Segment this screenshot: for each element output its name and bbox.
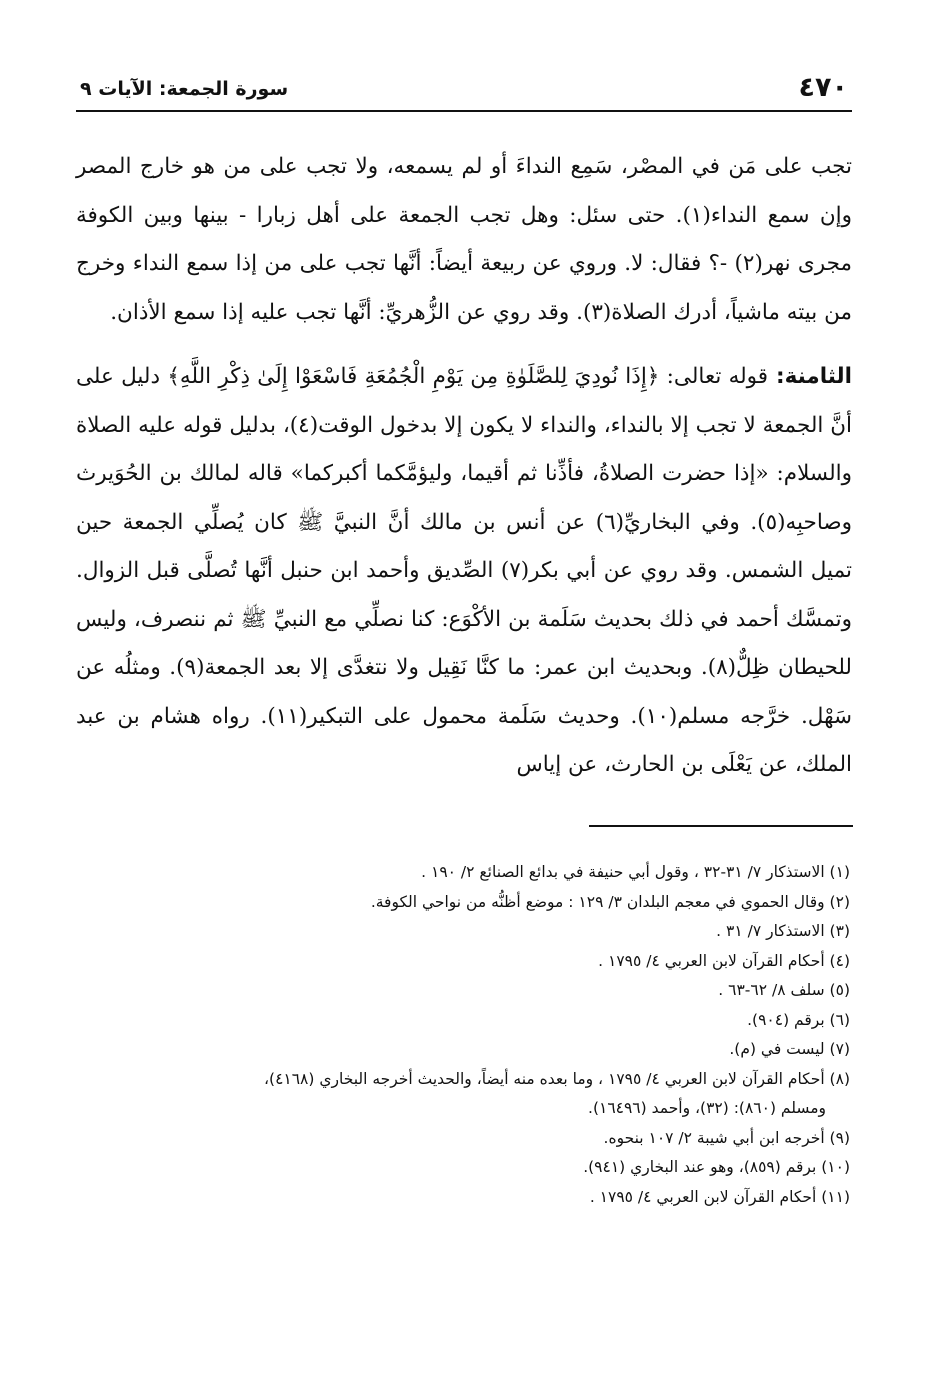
footnote [76,1065,852,1095]
footnote: (١٠) برقم (٨٥٩)، وهو عند البخاري (٩٤١). [583,1158,850,1176]
footnote: (٩) أخرجه ابن أبي شيبة ٢/ ١٠٧ بنحوه. [603,1128,850,1147]
text-line: قوله تعالى: ﴿إِذَا نُودِيَ لِلصَّلَوٰةِ مِن يَوْمِ الْجُمُعَةِ فَاسْعَوْا إِلَىٰ ذِكْرِ اللَّهِ﴾ دليل [113,364,769,389]
text-line: المصر وإن سمع النداء(١). حتى سئل: وهل تجب الجمعة على أهل زبارا - بينها وبين [76,154,852,228]
footnote: (١) الاستذكار ٧/ ٣١-٣٢ ، وقول أبي حنيفة في بدائع الصنائع ٢/ ١٩٠ . [421,863,850,881]
footnotes [76,858,852,1212]
text-line: حنبل أنَّها تُصلَّى قبل الزوال. وتمسَّك أحمد في ذلك بحديث سَلَمة بن الأكْوَع: كنا [76,558,852,632]
text-line: قوله عليه الصلاة والسلام: «إذا حضرت الصلاةُ، فأذِّنا ثم أقيما، وليؤمَّكما أكبركما» [76,412,852,486]
text-line: نَقِيل ولا نتغدَّى إلا بعد الجمعة(٩). ومثلُه عن سَهْل. خرَّجه مسلم(١٠). وحديث سَلَمة [76,655,852,729]
paragraph [76,143,852,337]
text-line: تجب على مَن في المصْر، سَمِع النداءَ أو لم يسمعه، ولا تجب على من هو خارج [131,154,852,179]
footnote: (٥) سلف ٨/ ٦٢-٦٣ . [718,981,850,999]
page-number: ٤٧٠ [798,72,848,103]
text-line: قاله لمالك بن الحُوَيرث وصاحبِه(٥). وفي البخاريِّ(٦) عن أنس بن مالك أنَّ النبيَّ ﷺ [76,461,853,535]
text-line: سمع النداء وخرج من بيته ماشياً، أدرك الصلاة(٣). وقد روي عن الزُّهريِّ: أنَّها تجب [76,251,852,325]
footnote: (٦) برقم (٩٠٤). [747,1010,850,1029]
text-line: عليه إذا سمع الأذان. [110,299,289,325]
text-line: كان يُصلِّي الجمعة حين تميل الشمس. وقد روي عن أبي بكر(٧) الصِّديق وأحمد ابن [76,509,852,583]
footnote: (٣) الاستذكار ٧/ ٣١ . [716,922,850,940]
section-heading: الثامنة: [768,364,852,389]
paragraph [76,353,852,790]
text-line: محمول على التبكير(١١). رواه هشام بن عبد الملك، عن يَعْلَى بن الحارث، عن إياس [76,703,852,777]
footnote-text: (٨) أحكام القرآن لابن العربي ٤/ ١٧٩٥ ، وما بعده منه أيضاً، والحديث أخرجه البخاري (٤١٦٨)، [264,1069,850,1088]
text-line: الكوفة مجرى نهر(٢) -؟ فقال: لا. وروي عن ربيعة أيضاً: أنَّها تجب على من إذا [76,202,852,276]
text-line: على أنَّ الجمعة لا تجب إلا بالنداء، والنداء لا يكون إلا بدخول الوقت(٤)، بدليل [76,364,852,438]
footnote-separator [589,825,853,827]
text-line: نصلِّي مع النبيِّ ﷺ ثم ننصرف، وليس للحيطان ظِلٌّ(٨). وبحديث ابن عمر: ما كنَّا [76,606,852,680]
footnote: (١١) أحكام القرآن لابن العربي ٤/ ١٧٩٥ . [589,1187,850,1206]
main-text [76,143,852,790]
footnote: (٧) ليست في (م). [729,1040,850,1058]
running-title: سورة الجمعة: الآيات ٩ [80,78,289,100]
page-header [76,70,852,112]
footnote-continuation: ومسلم (٨٦٠): (٣٢)، وأحمد (١٦٤٩٦). [588,1099,826,1117]
footnote: (٢) وقال الحموي في معجم البلدان ٣/ ١٢٩ : موضع أظنُّه من نواحي الكوفة. [370,892,850,911]
footnote: (٤) أحكام القرآن لابن العربي ٤/ ١٧٩٥ . [598,951,850,970]
